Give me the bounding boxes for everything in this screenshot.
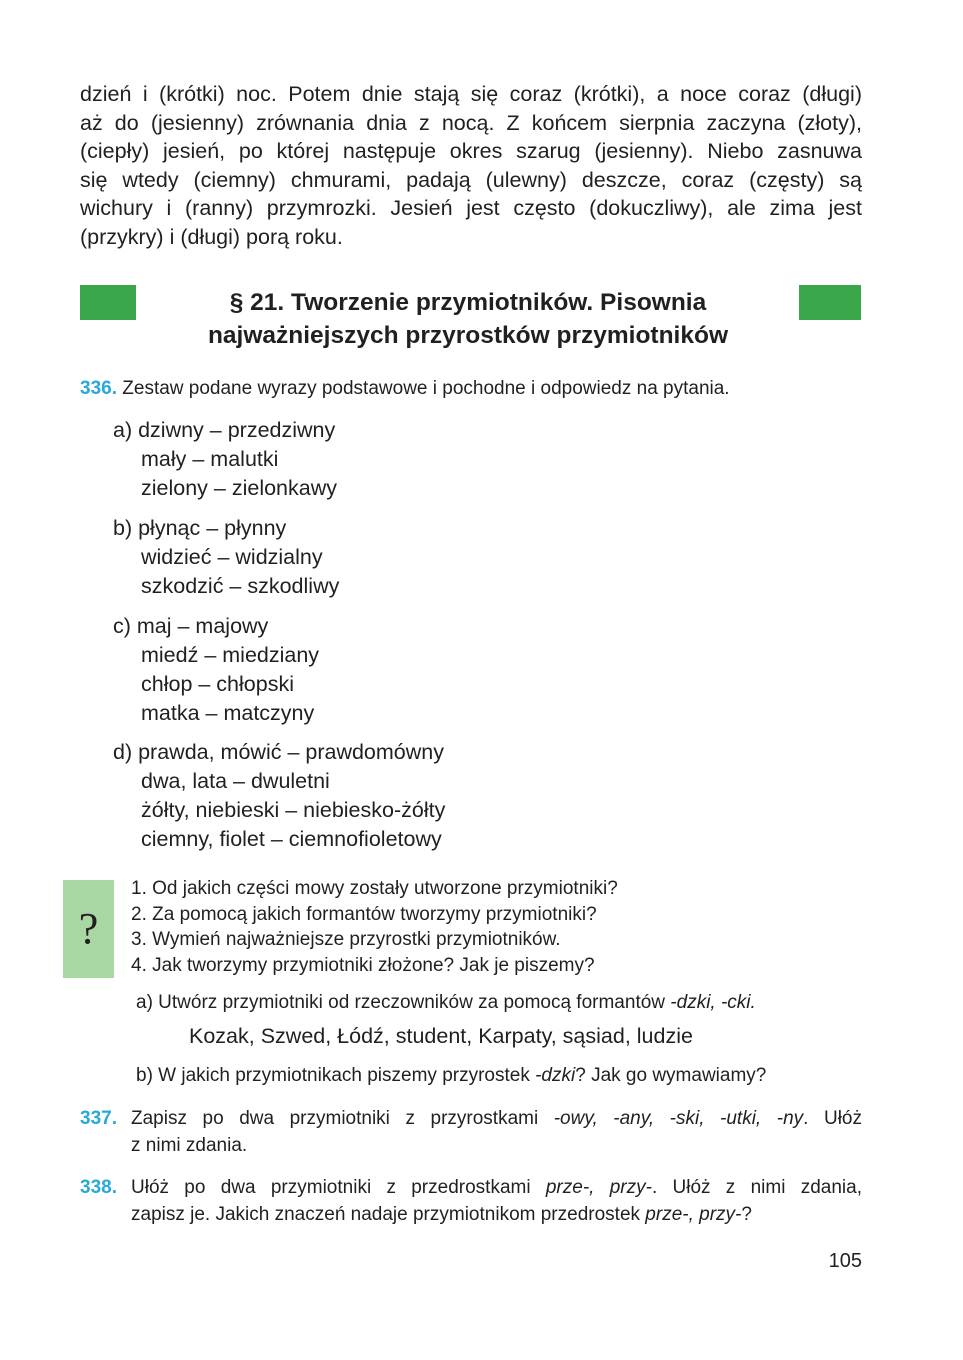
word-group-a (113, 416, 337, 503)
exercise-text: Zestaw podane wyrazy podstawowe i pochodne i odpowiedz na pytania. (122, 378, 730, 399)
task-a-words: Kozak, Szwed, Łódź, student, Karpaty, sąsiad, ludzie (189, 1024, 693, 1048)
heading-bar-right (799, 285, 861, 320)
exercise-text: Zapisz po dwa przymiotniki z przyrostkami (131, 1108, 554, 1129)
exercise-text-end: ? (741, 1204, 752, 1225)
word-pair: dwa, lata – dwuletni (141, 769, 330, 793)
exercise-338-line1 (131, 1174, 862, 1201)
word-group-b (113, 514, 339, 601)
question-item: 1. Od jakich części mowy zostały utworzone przymiotniki? (131, 878, 618, 899)
task-b-text: b) W jakich przymiotnikach piszemy przyrostek (136, 1065, 536, 1086)
section-heading (140, 286, 796, 352)
task-b (136, 1065, 766, 1087)
exercise-text: zapisz je. Jakich znaczeń nadaje przymiotnikom przedrostek (131, 1204, 646, 1225)
intro-paragraph (80, 80, 862, 252)
word-pair: zielony – zielonkawy (141, 476, 337, 500)
word-group-c (113, 612, 319, 728)
question-item: 2. Za pomocą jakich formantów tworzymy przymiotniki? (131, 903, 597, 925)
exercise-338-line2 (131, 1201, 862, 1228)
exercise-suffixes: -owy, -any, -ski, -utki, -ny (553, 1108, 804, 1129)
exercise-number: 336. (80, 378, 117, 399)
heading-line: najważniejszych przyrostków przymiotników (207, 322, 729, 349)
heading-line: § 21. Tworzenie przymiotników. Pisownia (229, 289, 707, 316)
questions-list (131, 876, 618, 978)
task-a (136, 992, 756, 1014)
intro-line: aż do (jesienny) zrównania dnia z nocą. Z końcem sierpnia zaczyna (złoty), (80, 110, 862, 135)
word-pair: matka – matczyny (141, 701, 315, 725)
exercise-337-line2: z nimi zdania. (131, 1135, 248, 1156)
word-pair: mały – malutki (141, 447, 279, 471)
word-group-d (113, 738, 445, 854)
intro-line: (przykry) i (długi) porą roku. (80, 224, 343, 249)
word-pair: a) dziwny – przedziwny (113, 418, 336, 442)
word-pair: d) prawda, mówić – prawdomówny (113, 740, 444, 764)
page-number: 105 (828, 1250, 862, 1272)
exercise-number: 337. (80, 1108, 117, 1129)
heading-bar-left (80, 285, 136, 320)
exercise-text-end: . Ułóż (803, 1108, 862, 1129)
word-pair: żółty, niebieski – niebiesko-żółty (141, 798, 446, 822)
exercise-prefixes: prze-, przy- (645, 1204, 742, 1225)
word-pair: ciemny, fiolet – ciemnofioletowy (141, 827, 442, 851)
intro-line: się wtedy (ciemny) chmurami, padają (ulewny) deszcze, coraz (częsty) są (80, 167, 862, 192)
exercise-336-instruction (80, 378, 730, 400)
intro-line: (ciepły) jesień, po której następuje okres szarug (jesienny). Niebo zasnuwa (80, 139, 862, 164)
intro-line: dzień i (krótki) noc. Potem dnie stają się coraz (krótki), a noce coraz (długi) (80, 82, 862, 106)
task-b-text-end: ? Jak go wymawiamy? (575, 1065, 767, 1086)
exercise-number: 338. (80, 1177, 117, 1198)
intro-line: wichury i (ranny) przymrozki. Jesień jest często (dokuczliwy), ale zima jest (80, 196, 862, 221)
question-item: 4. Jak tworzymy przymiotniki złożone? Jak je piszemy? (131, 954, 595, 976)
task-b-suffix: -dzki (535, 1065, 576, 1086)
word-pair: widzieć – widzialny (141, 545, 323, 569)
question-mark-icon: ? (63, 880, 114, 978)
exercise-prefixes: prze-, przy- (545, 1177, 652, 1198)
word-pair: b) płynąc – płynny (113, 516, 287, 540)
task-a-text: a) Utwórz przymiotniki od rzeczowników za pomocą formantów (136, 992, 671, 1013)
task-a-suffixes: -dzki, -cki. (670, 992, 756, 1013)
question-item: 3. Wymień najważniejsze przyrostki przymiotników. (131, 929, 561, 950)
exercise-text-end: . Ułóż z nimi zdania, (651, 1177, 862, 1198)
exercise-337 (80, 1105, 862, 1161)
word-pair: c) maj – majowy (113, 614, 269, 638)
exercise-338 (80, 1174, 862, 1230)
exercise-337-line1 (131, 1105, 862, 1132)
exercise-text: Ułóż po dwa przymiotniki z przedrostkami (131, 1177, 546, 1198)
word-pair: szkodzić – szkodliwy (141, 574, 340, 598)
word-pair: chłop – chłopski (141, 672, 294, 696)
word-pair: miedź – miedziany (141, 643, 320, 667)
